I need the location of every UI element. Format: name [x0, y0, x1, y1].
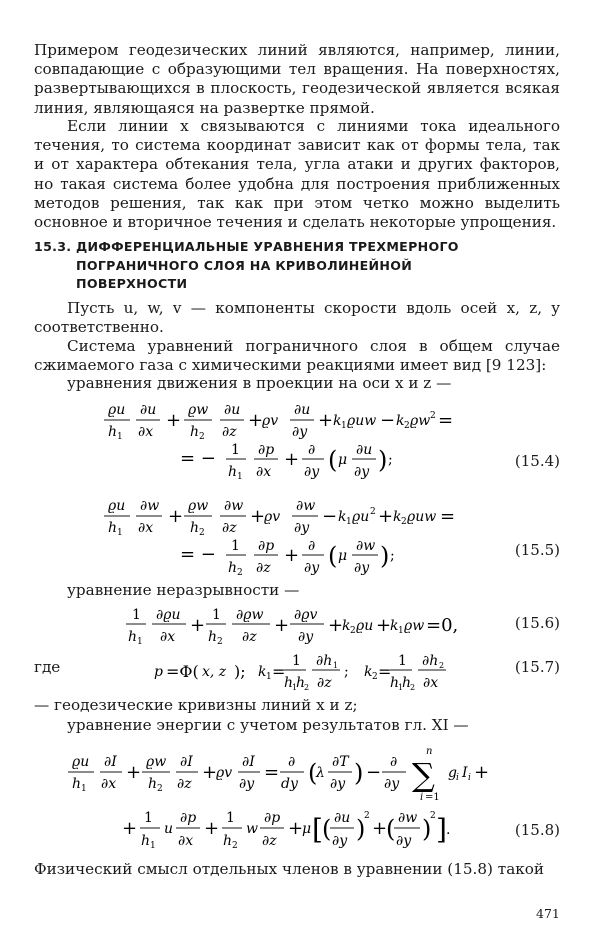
paragraph-velocity-components: Пусть u, w, v — компоненты скорости вдоль осей x, z, y соответственно. [34, 299, 560, 337]
svg-text:.: . [446, 822, 451, 838]
svg-text:−: − [380, 410, 396, 431]
svg-text:∂x: ∂x [160, 629, 176, 645]
svg-text:∂x: ∂x [138, 520, 154, 536]
svg-text:= −: = − [180, 448, 216, 469]
svg-text:∂y: ∂y [239, 776, 255, 792]
svg-text:p: p [154, 664, 163, 680]
svg-text:∂y: ∂y [354, 464, 370, 480]
svg-text:∂: ∂ [308, 538, 316, 554]
svg-text:∂h: ∂h [422, 653, 439, 669]
svg-text:2: 2 [364, 811, 370, 821]
equation-number-15-6: (15.6) [514, 614, 560, 632]
paragraph-motion-equations: уравнения движения в проекции на оси x и z — [67, 374, 452, 392]
svg-text:∂ϱv: ∂ϱv [294, 607, 318, 623]
svg-text:ϱv: ϱv [216, 765, 233, 781]
svg-text:ϱuw: ϱuw [347, 413, 377, 429]
svg-text:2: 2 [350, 626, 356, 636]
svg-text:1: 1 [137, 637, 143, 647]
svg-text:h: h [190, 520, 200, 536]
svg-text:∂y: ∂y [292, 424, 308, 440]
svg-text:2: 2 [304, 683, 310, 692]
svg-text:μ: μ [302, 821, 312, 837]
svg-text:1: 1 [266, 672, 272, 682]
svg-text:∂p: ∂p [264, 810, 281, 826]
svg-text:=0,: =0, [426, 615, 459, 636]
svg-text:g: g [448, 765, 457, 781]
equation-15-6 [120, 602, 490, 650]
svg-text:∂u: ∂u [334, 810, 351, 826]
svg-text:2: 2 [439, 661, 445, 670]
svg-text:;: ; [344, 664, 349, 680]
svg-text:2: 2 [404, 421, 410, 431]
svg-text:∂h: ∂h [316, 653, 333, 669]
svg-text:ϱv: ϱv [262, 413, 279, 429]
svg-text:h: h [148, 776, 158, 792]
equation-number-15-5: (15.5) [514, 541, 560, 559]
svg-text:∂ϱw: ∂ϱw [236, 607, 264, 623]
svg-text:1: 1 [346, 517, 352, 527]
svg-text:∂x: ∂x [178, 833, 194, 849]
svg-text:∂x: ∂x [256, 464, 272, 480]
svg-text:∂w: ∂w [224, 498, 244, 514]
svg-text:(: ( [322, 815, 332, 843]
svg-text:∂x: ∂x [101, 776, 117, 792]
svg-text:μ: μ [338, 452, 348, 468]
svg-text:∂I: ∂I [180, 754, 193, 770]
svg-text:∂p: ∂p [258, 538, 275, 554]
section-title-line3: ПОВЕРХНОСТИ [76, 276, 188, 291]
svg-text:∂p: ∂p [258, 442, 275, 458]
svg-text:∂w: ∂w [398, 810, 418, 826]
paragraph-geodesic-curvatures: — геодезические кривизны линий x и z; [34, 696, 358, 714]
svg-text:∂z: ∂z [222, 424, 237, 440]
svg-text:1: 1 [333, 661, 339, 670]
svg-text:∂u: ∂u [356, 442, 373, 458]
svg-text:(: ( [386, 815, 396, 843]
svg-text:ϱw: ϱw [146, 754, 167, 770]
svg-text:+: + [328, 615, 344, 636]
svg-text:2: 2 [410, 683, 416, 692]
svg-text:ϱu: ϱu [72, 754, 90, 770]
svg-text:+: + [202, 762, 218, 783]
svg-text:=: = [264, 762, 280, 783]
svg-text:ϱw: ϱw [188, 402, 209, 418]
svg-text:∂: ∂ [308, 442, 316, 458]
svg-text:∂z: ∂z [256, 560, 271, 576]
svg-text:1: 1 [398, 683, 404, 692]
svg-text:∂: ∂ [390, 754, 398, 770]
svg-text:∑: ∑ [412, 756, 435, 794]
svg-text:h: h [108, 424, 118, 440]
svg-text:): ) [422, 815, 432, 843]
svg-text:+: + [288, 818, 304, 839]
svg-text:): ) [354, 759, 364, 787]
svg-text:h: h [190, 424, 200, 440]
svg-text:=: = [272, 662, 286, 681]
svg-text:1: 1 [81, 784, 87, 794]
svg-text:∂I: ∂I [242, 754, 255, 770]
svg-text:ϱw: ϱw [188, 498, 209, 514]
svg-text:k: k [342, 618, 351, 634]
svg-text:w: w [246, 821, 258, 837]
svg-text:2: 2 [430, 411, 436, 421]
paragraph-system-of-equations: Система уравнений пограничного слоя в общем случае сжимаемого газа с химическими реакциями имеет вид [9 123]: [34, 337, 560, 375]
svg-text:∂x: ∂x [423, 675, 439, 691]
svg-text:∂x: ∂x [138, 424, 154, 440]
svg-text:2: 2 [372, 672, 378, 682]
svg-text:+: + [376, 615, 392, 636]
svg-text:(: ( [328, 542, 338, 570]
svg-text:(: ( [328, 446, 338, 474]
svg-text:): ) [356, 815, 366, 843]
svg-text:h: h [72, 776, 82, 792]
svg-text:∂y: ∂y [294, 520, 310, 536]
svg-text:∂z: ∂z [317, 675, 332, 691]
svg-text:2: 2 [199, 528, 205, 538]
svg-text:+: + [190, 615, 206, 636]
svg-text:+: + [372, 818, 388, 839]
svg-text:u: u [164, 821, 174, 837]
svg-text:1: 1 [292, 653, 301, 669]
svg-text:∂z: ∂z [262, 833, 277, 849]
svg-text:+: + [474, 762, 490, 783]
svg-text:1: 1 [132, 607, 141, 623]
svg-text:n: n [426, 746, 433, 757]
svg-text:∂w: ∂w [296, 498, 316, 514]
svg-text:h: h [390, 675, 400, 691]
svg-text:2: 2 [157, 784, 163, 794]
equation-15-5 [100, 492, 500, 580]
svg-text:+: + [126, 762, 142, 783]
svg-text:∂u: ∂u [224, 402, 241, 418]
svg-text:i: i [420, 792, 424, 803]
svg-text:−: − [322, 506, 338, 527]
svg-text:+: + [204, 818, 220, 839]
svg-text:μ: μ [338, 548, 348, 564]
svg-text:1: 1 [231, 442, 240, 458]
svg-text:h: h [208, 629, 218, 645]
svg-text:∂T: ∂T [332, 754, 349, 770]
svg-text:+: + [274, 615, 290, 636]
svg-text:): ) [380, 542, 390, 570]
equation-15-7 [150, 648, 490, 696]
svg-text:h: h [402, 675, 412, 691]
svg-text:∂y: ∂y [298, 629, 314, 645]
svg-text:= −: = − [180, 544, 216, 565]
svg-text:+: + [250, 506, 266, 527]
svg-text:2: 2 [217, 637, 223, 647]
svg-text:2: 2 [401, 517, 407, 527]
svg-text:k: k [390, 618, 399, 634]
svg-text:=1: =1 [425, 792, 440, 803]
svg-text:k: k [364, 664, 373, 680]
paragraph-geodesic-examples: Примером геодезических линий являются, например, линии, совпадающие с образующими тел вращения. На поверхностях, развертывающихся в плоскость, геодезической является всякая линия, являющаяся на развертке прямой. [34, 41, 560, 117]
svg-text:2: 2 [370, 507, 376, 517]
svg-text:1: 1 [117, 528, 123, 538]
svg-text:2: 2 [232, 841, 238, 851]
paragraph-energy-equation: уравнение энергии с учетом результатов гл. XI — [67, 716, 469, 734]
svg-text:2: 2 [237, 568, 243, 578]
svg-text:∂w: ∂w [356, 538, 376, 554]
svg-text:ϱw: ϱw [404, 618, 425, 634]
svg-text:∂u: ∂u [294, 402, 311, 418]
svg-text:ϱuw: ϱuw [407, 509, 437, 525]
svg-text:+: + [284, 449, 300, 470]
svg-text:∂: ∂ [288, 754, 296, 770]
page-number: 471 [536, 906, 560, 921]
equation-15-4 [100, 396, 500, 484]
svg-text:h: h [128, 629, 138, 645]
svg-text:−: − [366, 762, 382, 783]
svg-text:=Φ(: =Φ( [166, 662, 199, 681]
svg-text:h: h [296, 675, 306, 691]
svg-text:h: h [228, 464, 238, 480]
svg-text:ϱu: ϱu [352, 509, 370, 525]
equation-15-8 [64, 742, 504, 854]
svg-text:1: 1 [341, 421, 347, 431]
svg-text:i: i [456, 773, 459, 783]
svg-text:+: + [168, 506, 184, 527]
svg-text:k: k [338, 509, 347, 525]
paragraph-streamlines: Если линии x связываются с линиями тока идеального течения, то система координат зависит как от формы тела, так и от характера обтекания тела, угла атаки и других факторов, но такая система более удобна для построения приближенных методов решения, так как при этом четко можно выделить основное и вторичное течения и сделать некоторые упрощения. [34, 117, 560, 232]
svg-text:ϱw: ϱw [410, 413, 431, 429]
svg-text:h: h [108, 520, 118, 536]
svg-text:∂y: ∂y [304, 560, 320, 576]
svg-text:+: + [122, 818, 138, 839]
svg-text:h: h [141, 833, 151, 849]
svg-text:1: 1 [117, 432, 123, 442]
svg-text:1: 1 [237, 472, 243, 482]
section-number: 15.3. [34, 239, 72, 254]
svg-text:1: 1 [150, 841, 156, 851]
svg-text:∂I: ∂I [104, 754, 117, 770]
svg-text:1: 1 [398, 653, 407, 669]
svg-text:∂ϱu: ∂ϱu [156, 607, 181, 623]
svg-text:k: k [258, 664, 267, 680]
svg-text:;: ; [390, 548, 395, 564]
equation-number-15-7: (15.7) [514, 658, 560, 676]
svg-text:]: ] [436, 813, 447, 846]
svg-text:∂z: ∂z [242, 629, 257, 645]
svg-text:∂y: ∂y [354, 560, 370, 576]
svg-text:);: ); [234, 662, 246, 681]
svg-text:∂w: ∂w [140, 498, 160, 514]
section-title-line1: ДИФФЕРЕНЦИАЛЬНЫЕ УРАВНЕНИЯ ТРЕХМЕРНОГО [76, 239, 459, 254]
svg-text:1: 1 [144, 810, 153, 826]
svg-text:k: k [393, 509, 402, 525]
svg-text:+: + [248, 410, 264, 431]
svg-text:+: + [318, 410, 334, 431]
section-title-line2: ПОГРАНИЧНОГО СЛОЯ НА КРИВОЛИНЕЙНОЙ [76, 257, 413, 273]
svg-text:λ: λ [316, 765, 325, 781]
svg-text:∂z: ∂z [177, 776, 192, 792]
svg-text:ϱv: ϱv [264, 509, 281, 525]
svg-text:∂y: ∂y [304, 464, 320, 480]
svg-text:(: ( [308, 759, 318, 787]
svg-text:∂y: ∂y [396, 833, 412, 849]
svg-text:x, z: x, z [202, 664, 227, 680]
svg-text:I: I [462, 765, 468, 781]
svg-text:+: + [378, 506, 394, 527]
section-heading [34, 238, 560, 294]
svg-text:∂p: ∂p [180, 810, 197, 826]
svg-text:h: h [228, 560, 238, 576]
svg-text:1: 1 [292, 683, 298, 692]
svg-text:): ) [378, 446, 388, 474]
svg-text:∂y: ∂y [330, 776, 346, 792]
svg-text:1: 1 [398, 626, 404, 636]
svg-text:∂z: ∂z [222, 520, 237, 536]
svg-text:+: + [166, 410, 182, 431]
svg-text:1: 1 [226, 810, 235, 826]
paragraph-physical-meaning: Физический смысл отдельных членов в уравнении (15.8) такой [34, 860, 545, 878]
svg-text:+: + [284, 545, 300, 566]
svg-text:=: = [438, 410, 454, 431]
svg-text:ϱu: ϱu [108, 498, 126, 514]
svg-text:[: [ [312, 813, 323, 846]
svg-text:k: k [333, 413, 342, 429]
equation-number-15-8: (15.8) [514, 821, 560, 839]
paragraph-continuity: уравнение неразрывности — [67, 581, 300, 599]
svg-text:;: ; [388, 452, 393, 468]
svg-text:∂y: ∂y [384, 776, 400, 792]
svg-text:ϱu: ϱu [108, 402, 126, 418]
svg-text:ϱu: ϱu [356, 618, 374, 634]
svg-text:∂u: ∂u [140, 402, 157, 418]
svg-text:=: = [378, 662, 392, 681]
svg-text:i: i [468, 773, 471, 783]
svg-text:dy: dy [281, 776, 298, 792]
svg-text:2: 2 [430, 811, 436, 821]
svg-text:h: h [223, 833, 233, 849]
svg-text:2: 2 [199, 432, 205, 442]
svg-text:=: = [440, 506, 456, 527]
svg-text:k: k [396, 413, 405, 429]
svg-text:1: 1 [231, 538, 240, 554]
svg-text:1: 1 [212, 607, 221, 623]
equation-number-15-4: (15.4) [514, 452, 560, 470]
paragraph-where: где [34, 658, 61, 676]
svg-text:h: h [284, 675, 294, 691]
svg-text:∂y: ∂y [332, 833, 348, 849]
